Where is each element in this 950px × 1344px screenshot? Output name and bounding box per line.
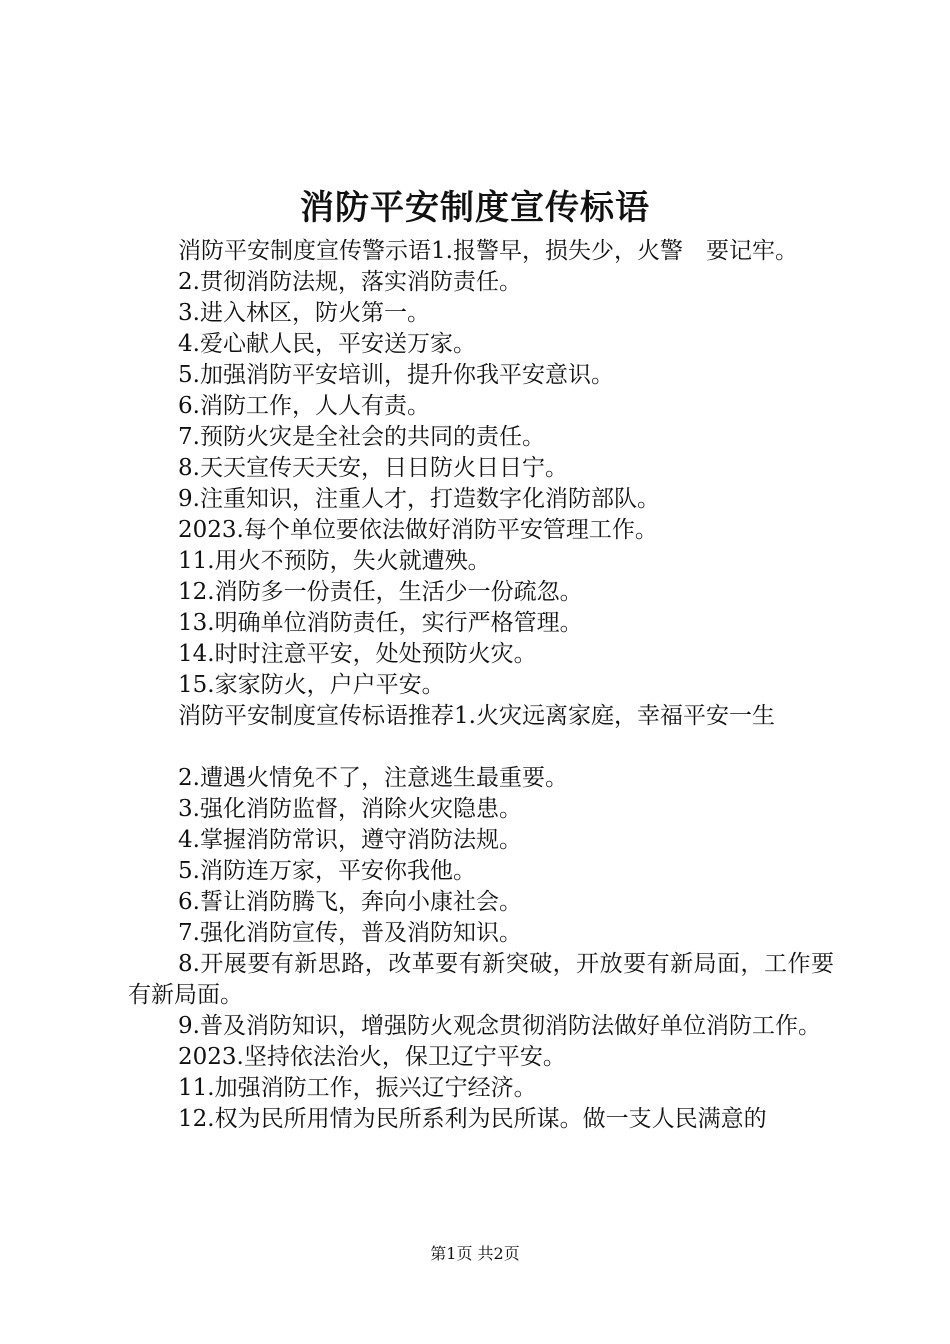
paragraph-recommend-intro: 消防平安制度宣传标语推荐1.火灾远离家庭，幸福平安一生 xyxy=(178,703,775,729)
page-number: 第1页 共2页 xyxy=(430,1244,520,1263)
paragraph-item: 11.用火不预防，失火就遭殃。 xyxy=(178,548,491,574)
paragraph-item: 5.消防连万家，平安你我他。 xyxy=(178,858,476,884)
paragraph-item: 2.贯彻消防法规，落实消防责任。 xyxy=(178,269,522,295)
paragraph-item: 12.权为民所用情为民所系利为民所谋。做一支人民满意的 xyxy=(178,1106,767,1132)
paragraph-item: 6.消防工作，人人有责。 xyxy=(178,393,430,419)
paragraph-item: 2023.坚持依法治火，保卫辽宁平安。 xyxy=(178,1044,566,1070)
document-body xyxy=(128,236,834,1135)
paragraph-item: 2023.每个单位要依法做好消防平安管理工作。 xyxy=(178,517,658,543)
paragraph-item: 11.加强消防工作，振兴辽宁经济。 xyxy=(178,1075,537,1101)
paragraph-item: 13.明确单位消防责任，实行严格管理。 xyxy=(178,610,583,636)
paragraph-warning-intro: 消防平安制度宣传警示语1.报警早，损失少，火警 要记牢。 xyxy=(178,238,798,264)
paragraph-item: 6.誓让消防腾飞，奔向小康社会。 xyxy=(178,889,522,915)
paragraph-item: 4.掌握消防常识，遵守消防法规。 xyxy=(178,827,522,853)
paragraph-item: 3.进入林区，防火第一。 xyxy=(178,300,430,326)
page-title: 消防平安制度宣传标语 xyxy=(300,188,650,228)
paragraph-item: 3.强化消防监督，消除火灾隐患。 xyxy=(178,796,522,822)
paragraph-item: 2.遭遇火情免不了，注意逃生最重要。 xyxy=(178,765,568,791)
paragraph-item: 12.消防多一份责任，生活少一份疏忽。 xyxy=(178,579,583,605)
paragraph-item: 15.家家防火，户户平安。 xyxy=(178,672,445,698)
paragraph-item: 7.预防火灾是全社会的共同的责任。 xyxy=(178,424,545,450)
paragraph-item: 14.时时注意平安，处处预防火灾。 xyxy=(178,641,537,667)
paragraph-item: 8.天天宣传天天安，日日防火日日宁。 xyxy=(178,455,568,481)
paragraph-item: 9.普及消防知识，增强防火观念贯彻消防法做好单位消防工作。 xyxy=(178,1013,821,1039)
paragraph-item: 5.加强消防平安培训，提升你我平安意识。 xyxy=(178,362,614,388)
paragraph-item: 8.开展要有新思路，改革要有新突破，开放要有新局面，工作要有新局面。 xyxy=(128,951,834,1008)
paragraph-item: 4.爱心献人民，平安送万家。 xyxy=(178,331,476,357)
paragraph-item: 9.注重知识，注重人才，打造数字化消防部队。 xyxy=(178,486,660,512)
paragraph-item: 7.强化消防宣传，普及消防知识。 xyxy=(178,920,522,946)
